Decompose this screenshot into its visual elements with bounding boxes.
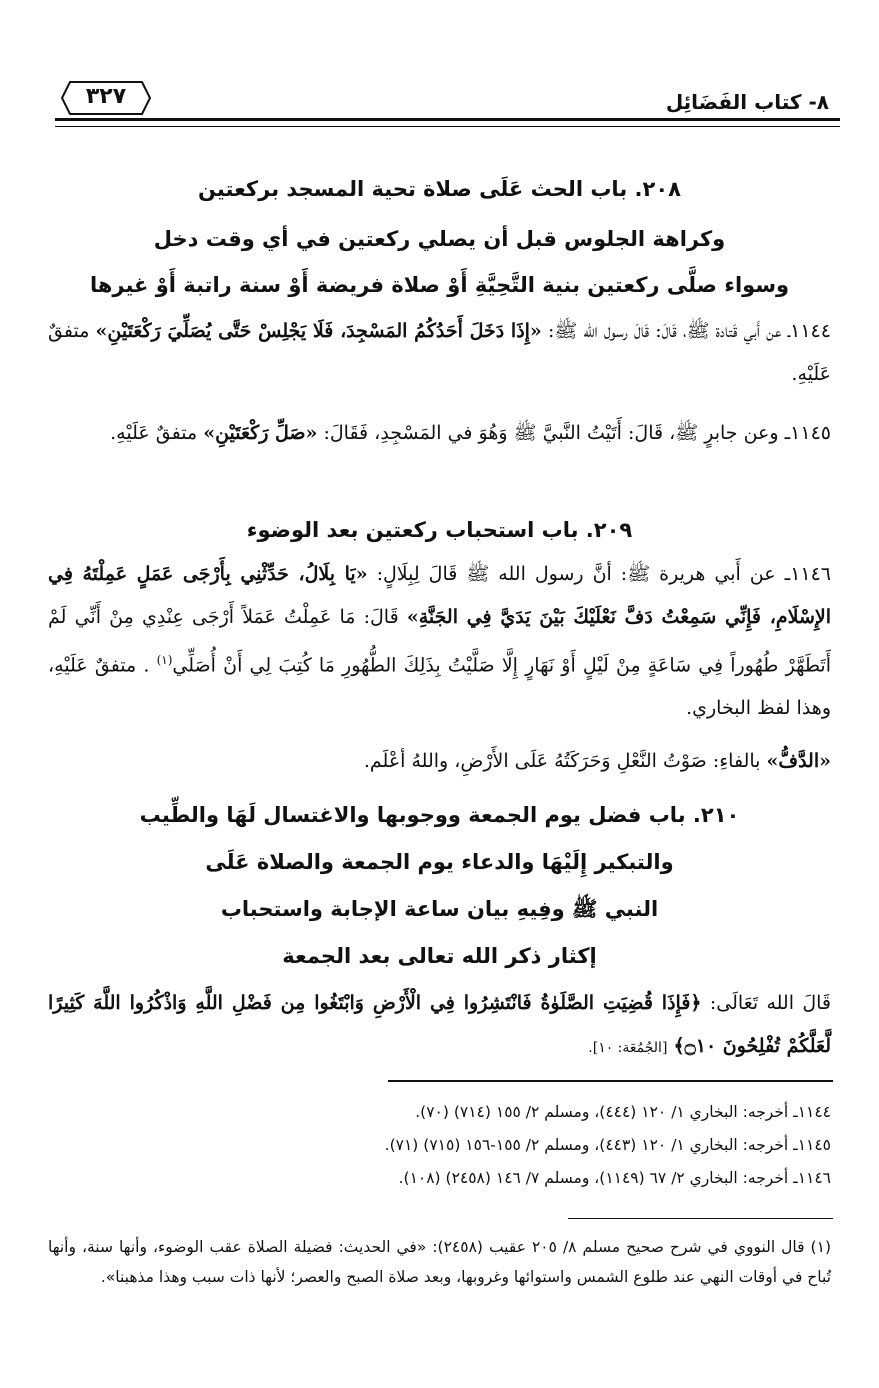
duff-term: «الدَّفُّ» (766, 750, 831, 772)
footnote-1: (١) قال النووي في شرح صحيح مسلم ٨/ ٢٠٥ عقيب (٢٤٥٨): «في الحديث: فضيلة الصلاة عقب الوضوء، وأنها سنة، وأنها تُباح في أوقات النهي عند طلوع الشمس واستوائها وغروبها، وبعد صلاة الصبح والعصر؛ لأنها ذات سبب وهذا مذهبنا». (48, 1238, 831, 1286)
hadith-1145-outro: متفقٌ عَلَيْهِ. (110, 422, 198, 444)
hadith-1146-rest: قَالَ: مَا عَمِلْتُ عَمَلاً أَرْجَى عِنْدِي مِنْ أَنِّي لَمْ أَتَطَهَّرْ طُهُوراً فِي سَاعَةٍ مِنْ لَيْلٍ أَوْ نَهَارٍ إِلَّا صَلَّيْتُ بِذَلِكَ الطُّهُورِ مَا كُتِبَ لِي أَنْ أُصَلِّي (48, 606, 831, 677)
quran-reference: [الجُمُعَة: ١٠]. (588, 1040, 668, 1056)
chapter-running-title: ٨- كتاب الفَضَائِل (665, 90, 829, 114)
chapter-heading-210-line-2: والتبكير إِلَيْهَا والدعاء يوم الجمعة والصلاة عَلَى (205, 850, 674, 874)
hadith-1144-outro: متفقٌ عَلَيْهِ. (48, 320, 831, 385)
quran-citation (48, 982, 831, 1070)
chapter-heading-208-line-1: ٢٠٨. باب الحث عَلَى صلاة تحية المسجد بركعتين (198, 177, 681, 201)
quran-verse: ﴿فَإِذَا قُضِيَتِ الصَّلَوٰةُ فَانْتَشِرُوا فِي الْأَرْضِ وَابْتَغُوا مِن فَضْلِ اللَّهِ وَاذْكُرُوا اللَّهَ كَثِيرًا لَّعَلَّكُمْ تُفْلِحُونَ ۝١٠﴾ (48, 992, 831, 1057)
takhrij-1146: ١١٤٦ـ أخرجه: البخاري ٢/ ٦٧ (١١٤٩)، ومسلم ٧/ ١٤٦ (٢٤٥٨) (١٠٨). (398, 1169, 831, 1187)
quran-intro: قَالَ الله تَعَالَى: (709, 992, 831, 1014)
chapter-heading-210-line-4: إكثار ذكر الله تعالى بعد الجمعة (282, 944, 597, 968)
takhrij-1145: ١١٤٥ـ أخرجه: البخاري ١/ ١٢٠ (٤٤٣)، ومسلم ٢/ ١٥٥-١٥٦ (٧١٥) (٧١). (384, 1136, 831, 1154)
page-number: ٣٢٧ (85, 84, 127, 109)
running-header (0, 68, 879, 138)
hadith-1145-quote: «صَلِّ رَكْعَتَيْنِ» (203, 422, 318, 444)
chapter-heading-210-line-3: النبي ﷺ وفِيهِ بيان ساعة الإجابة واستحباب (220, 897, 659, 921)
hadith-1146-intro: ١١٤٦ـ عن أَبي هريرة ﷺ: أنَّ رسول الله ﷺ قَالَ لِبِلَالٍ: (376, 563, 832, 585)
footnote-ref-1: (١) (156, 653, 173, 667)
duff-text: بالفاءِ: صَوْتُ النَّعْلِ وَحَرَكَتُهُ عَلَى الأَرْضِ، واللهُ أعْلَم. (363, 750, 761, 772)
page-number-frame (60, 80, 152, 116)
hadith-1144-quote: «إِذَا دَخَلَ أَحَدُكُمُ المَسْجِدَ، فَلَا يَجْلِسْ حَتَّى يُصَلِّيَ رَكْعَتَيْنِ» (95, 320, 542, 342)
hadith-1145-intro: ١١٤٥ـ وعن جابرٍ ﷺ، قَالَ: أَتَيْتُ النَّبيَّ ﷺ وَهُوَ في المَسْجِدِ، فَقَالَ: (323, 422, 831, 444)
takhrij-1144: ١١٤٤ـ أخرجه: البخاري ١/ ١٢٠ (٤٤٤)، ومسلم ٢/ ١٥٥ (٧١٤) (٧٠). (415, 1103, 831, 1121)
duff-explanation (48, 740, 831, 783)
hadith-1144 (48, 310, 831, 396)
takhrij-separator (388, 1080, 833, 1082)
hadith-1145 (48, 412, 831, 455)
hadith-1144-intro: ١١٤٤ـ عن أَبي قَتادة ﷺ، قَالَ: قَالَ رسول الله ﷺ: (547, 320, 831, 342)
chapter-heading-208-line-2: وكراهة الجلوس قبل أن يصلي ركعتين في أي وقت دخل (153, 227, 726, 251)
chapter-heading-208-line-3: وسواء صلَّى ركعتين بنية التَّحِيَّةِ أَوْ صلاة فريضة أَوْ سنة راتبة أَوْ غيرها (89, 273, 790, 297)
header-rule-thick (55, 118, 840, 121)
chapter-heading-209: ٢٠٩. باب استحباب ركعتين بعد الوضوء (246, 518, 633, 542)
hadith-1146 (48, 553, 831, 730)
header-rule-thin (55, 126, 840, 127)
hadith-1146-quote: «يَا بِلَالُ، حَدِّثْنِي بِأَرْجَى عَمَلٍ عَمِلْتَهُ فِي الإِسْلَامِ، فَإِنِّي سَمِعْتُ دَفَّ نَعْلَيْكَ بَيْنَ يَدَيَّ فِي الجَنَّةِ» (48, 563, 832, 628)
hadith-1146-outro: . متفقٌ عَلَيْهِ، وهذا لفظ البخاري. (48, 654, 831, 720)
chapter-heading-210-line-1: ٢١٠. باب فضل يوم الجمعة ووجوبها والاغتسال لَهَا والطِّيب (139, 803, 740, 827)
footnote-separator (568, 1218, 833, 1219)
